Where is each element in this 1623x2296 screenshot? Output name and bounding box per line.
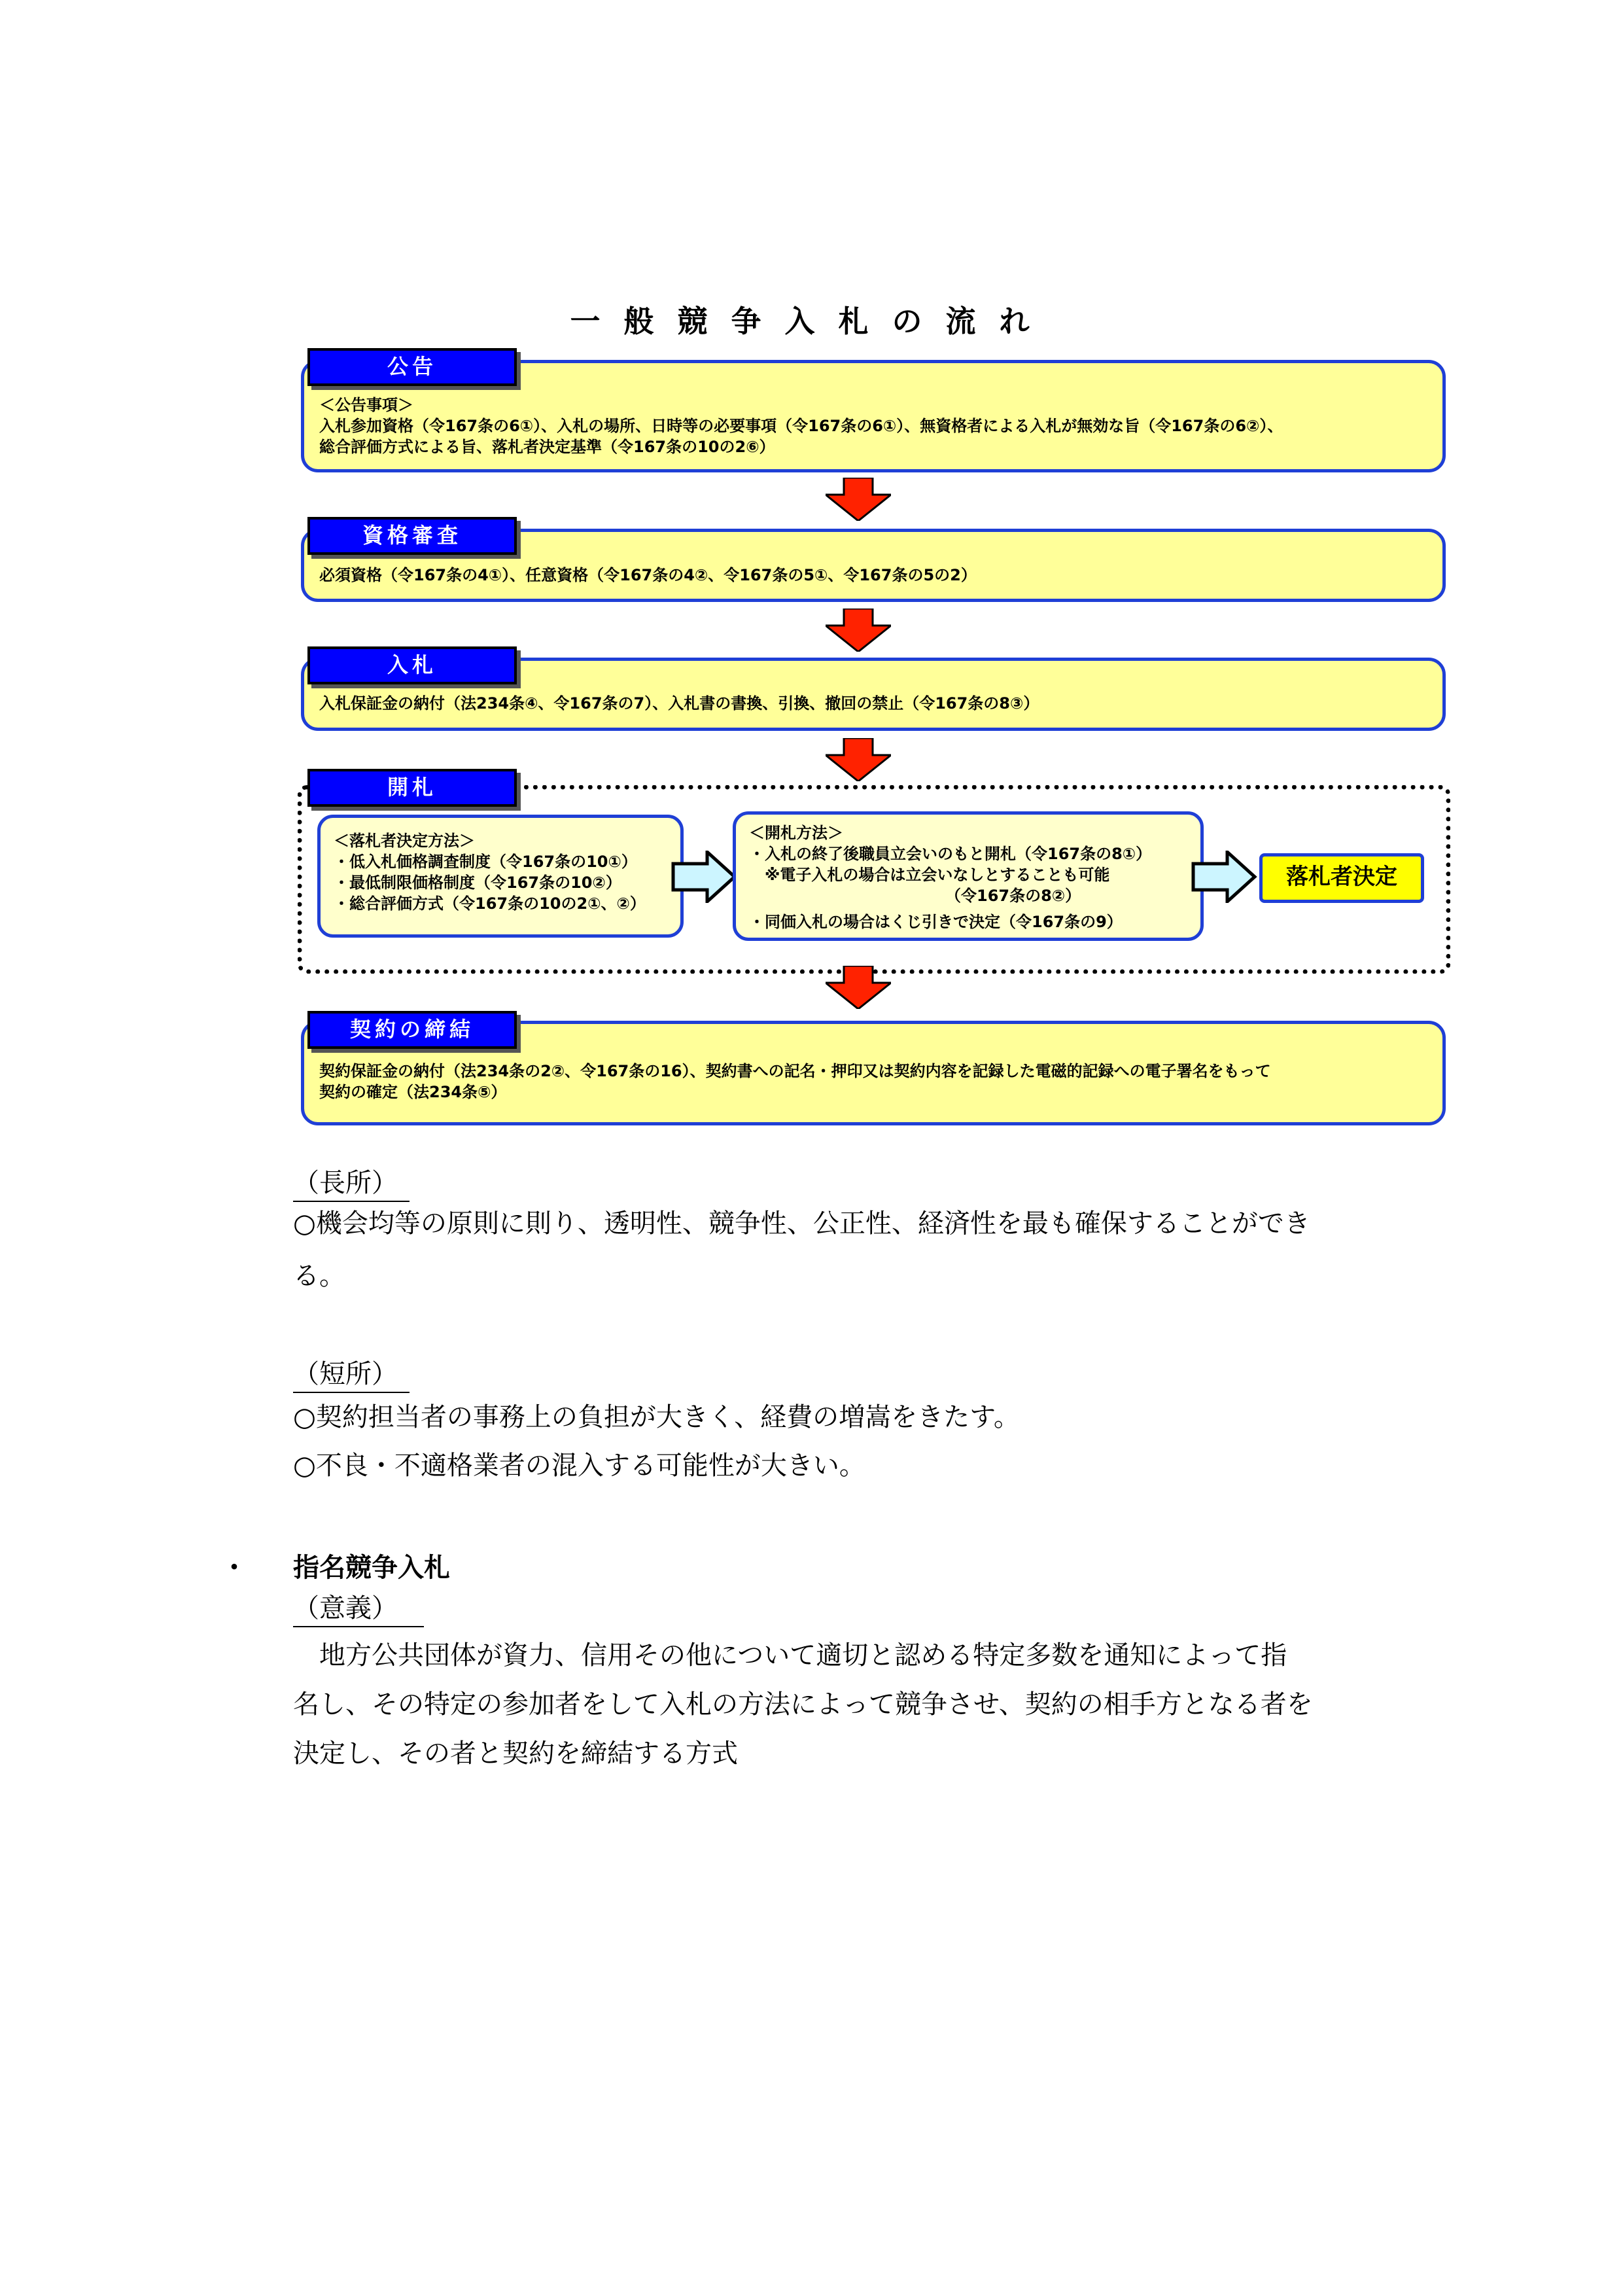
- notice-line-3: 総合評価方式による旨、落札者決定基準（令167条の10の2⑥）: [319, 438, 775, 456]
- opening-method-line-1: ＜開札方法＞: [749, 824, 843, 842]
- section-line-3: 決定し、その者と契約を締結する方式: [293, 1739, 738, 1769]
- qualification-line-1: 必須資格（令167条の4①）、任意資格（令167条の4②、令167条の5①、令167条の5の2）: [319, 566, 977, 584]
- decision-method-line-1: ＜落札者決定方法＞: [334, 832, 475, 850]
- notice-line-1: ＜公告事項＞: [319, 396, 413, 414]
- opening-method-line-2: ・入札の終了後職員立会いのもと開札（令167条の8①）: [749, 845, 1152, 863]
- down-arrow-icon: [826, 609, 891, 652]
- bidding-line-1: 入札保証金の納付（法234条④、令167条の7）、入札書の書換、引換、撤回の禁止（令167条の8③）: [319, 694, 1039, 713]
- section-bullet: ・: [221, 1553, 247, 1583]
- right-arrow-icon: [671, 851, 737, 903]
- contract-line-2: 契約の確定（法234条⑤）: [319, 1083, 507, 1101]
- decision-method-line-3: ・最低制限価格制度（令167条の10②）: [334, 874, 621, 892]
- opening-method-line-3: ※電子入札の場合は立会いなしとすることも可能: [749, 866, 1110, 884]
- bidding-label: 入札: [307, 646, 517, 684]
- contract-label: 契約の締結: [307, 1011, 517, 1049]
- winner-decision-box: 落札者決定: [1259, 853, 1424, 903]
- right-arrow-icon: [1191, 851, 1257, 903]
- merits-heading: （長所）: [293, 1163, 410, 1203]
- opening-method-line-4: （令167条の8②）: [749, 887, 1081, 905]
- opening-label: 開札: [307, 769, 517, 807]
- down-arrow-icon: [826, 738, 891, 781]
- section-subheading: （意義）: [293, 1589, 424, 1628]
- decision-method-line-2: ・低入札価格調査制度（令167条の10①）: [334, 853, 637, 871]
- section-title: 指名競争入札: [293, 1553, 450, 1583]
- demerits-line-2: ○不良・不適格業者の混入する可能性が大きい。: [293, 1451, 865, 1481]
- demerits-line-1: ○契約担当者の事務上の負担が大きく、経費の増嵩をきたす。: [293, 1402, 1020, 1432]
- section-line-2: 名し、その特定の参加者をして入札の方法によって競争させ、契約の相手方となる者を: [293, 1689, 1313, 1720]
- notice-label: 公告: [307, 348, 517, 386]
- section-line-1: 地方公共団体が資力、信用その他について適切と認める特定多数を通知によって指: [293, 1640, 1287, 1670]
- merits-line-2: る。: [293, 1261, 345, 1291]
- down-arrow-icon: [826, 478, 891, 521]
- contract-line-1: 契約保証金の納付（法234条の2②、令167条の16）、契約書への記名・押印又は契約内容を記録した電磁的記録への電子署名をもって: [319, 1062, 1271, 1080]
- qualification-label: 資格審査: [307, 517, 517, 555]
- notice-line-2: 入札参加資格（令167条の6①）、入札の場所、日時等の必要事項（令167条の6①）、無資格者による入札が無効な旨（令167条の6②）、: [319, 417, 1283, 435]
- flowchart-title: 一般競争入札の流れ: [570, 304, 1053, 339]
- down-arrow-icon: [826, 966, 891, 1009]
- opening-method-line-5: ・同価入札の場合はくじ引きで決定（令167条の9）: [749, 913, 1123, 931]
- demerits-heading: （短所）: [293, 1354, 410, 1394]
- merits-line-1: ○機会均等の原則に則り、透明性、競争性、公正性、経済性を最も確保することができ: [293, 1209, 1310, 1239]
- decision-method-line-4: ・総合評価方式（令167条の10の2①、②）: [334, 894, 646, 913]
